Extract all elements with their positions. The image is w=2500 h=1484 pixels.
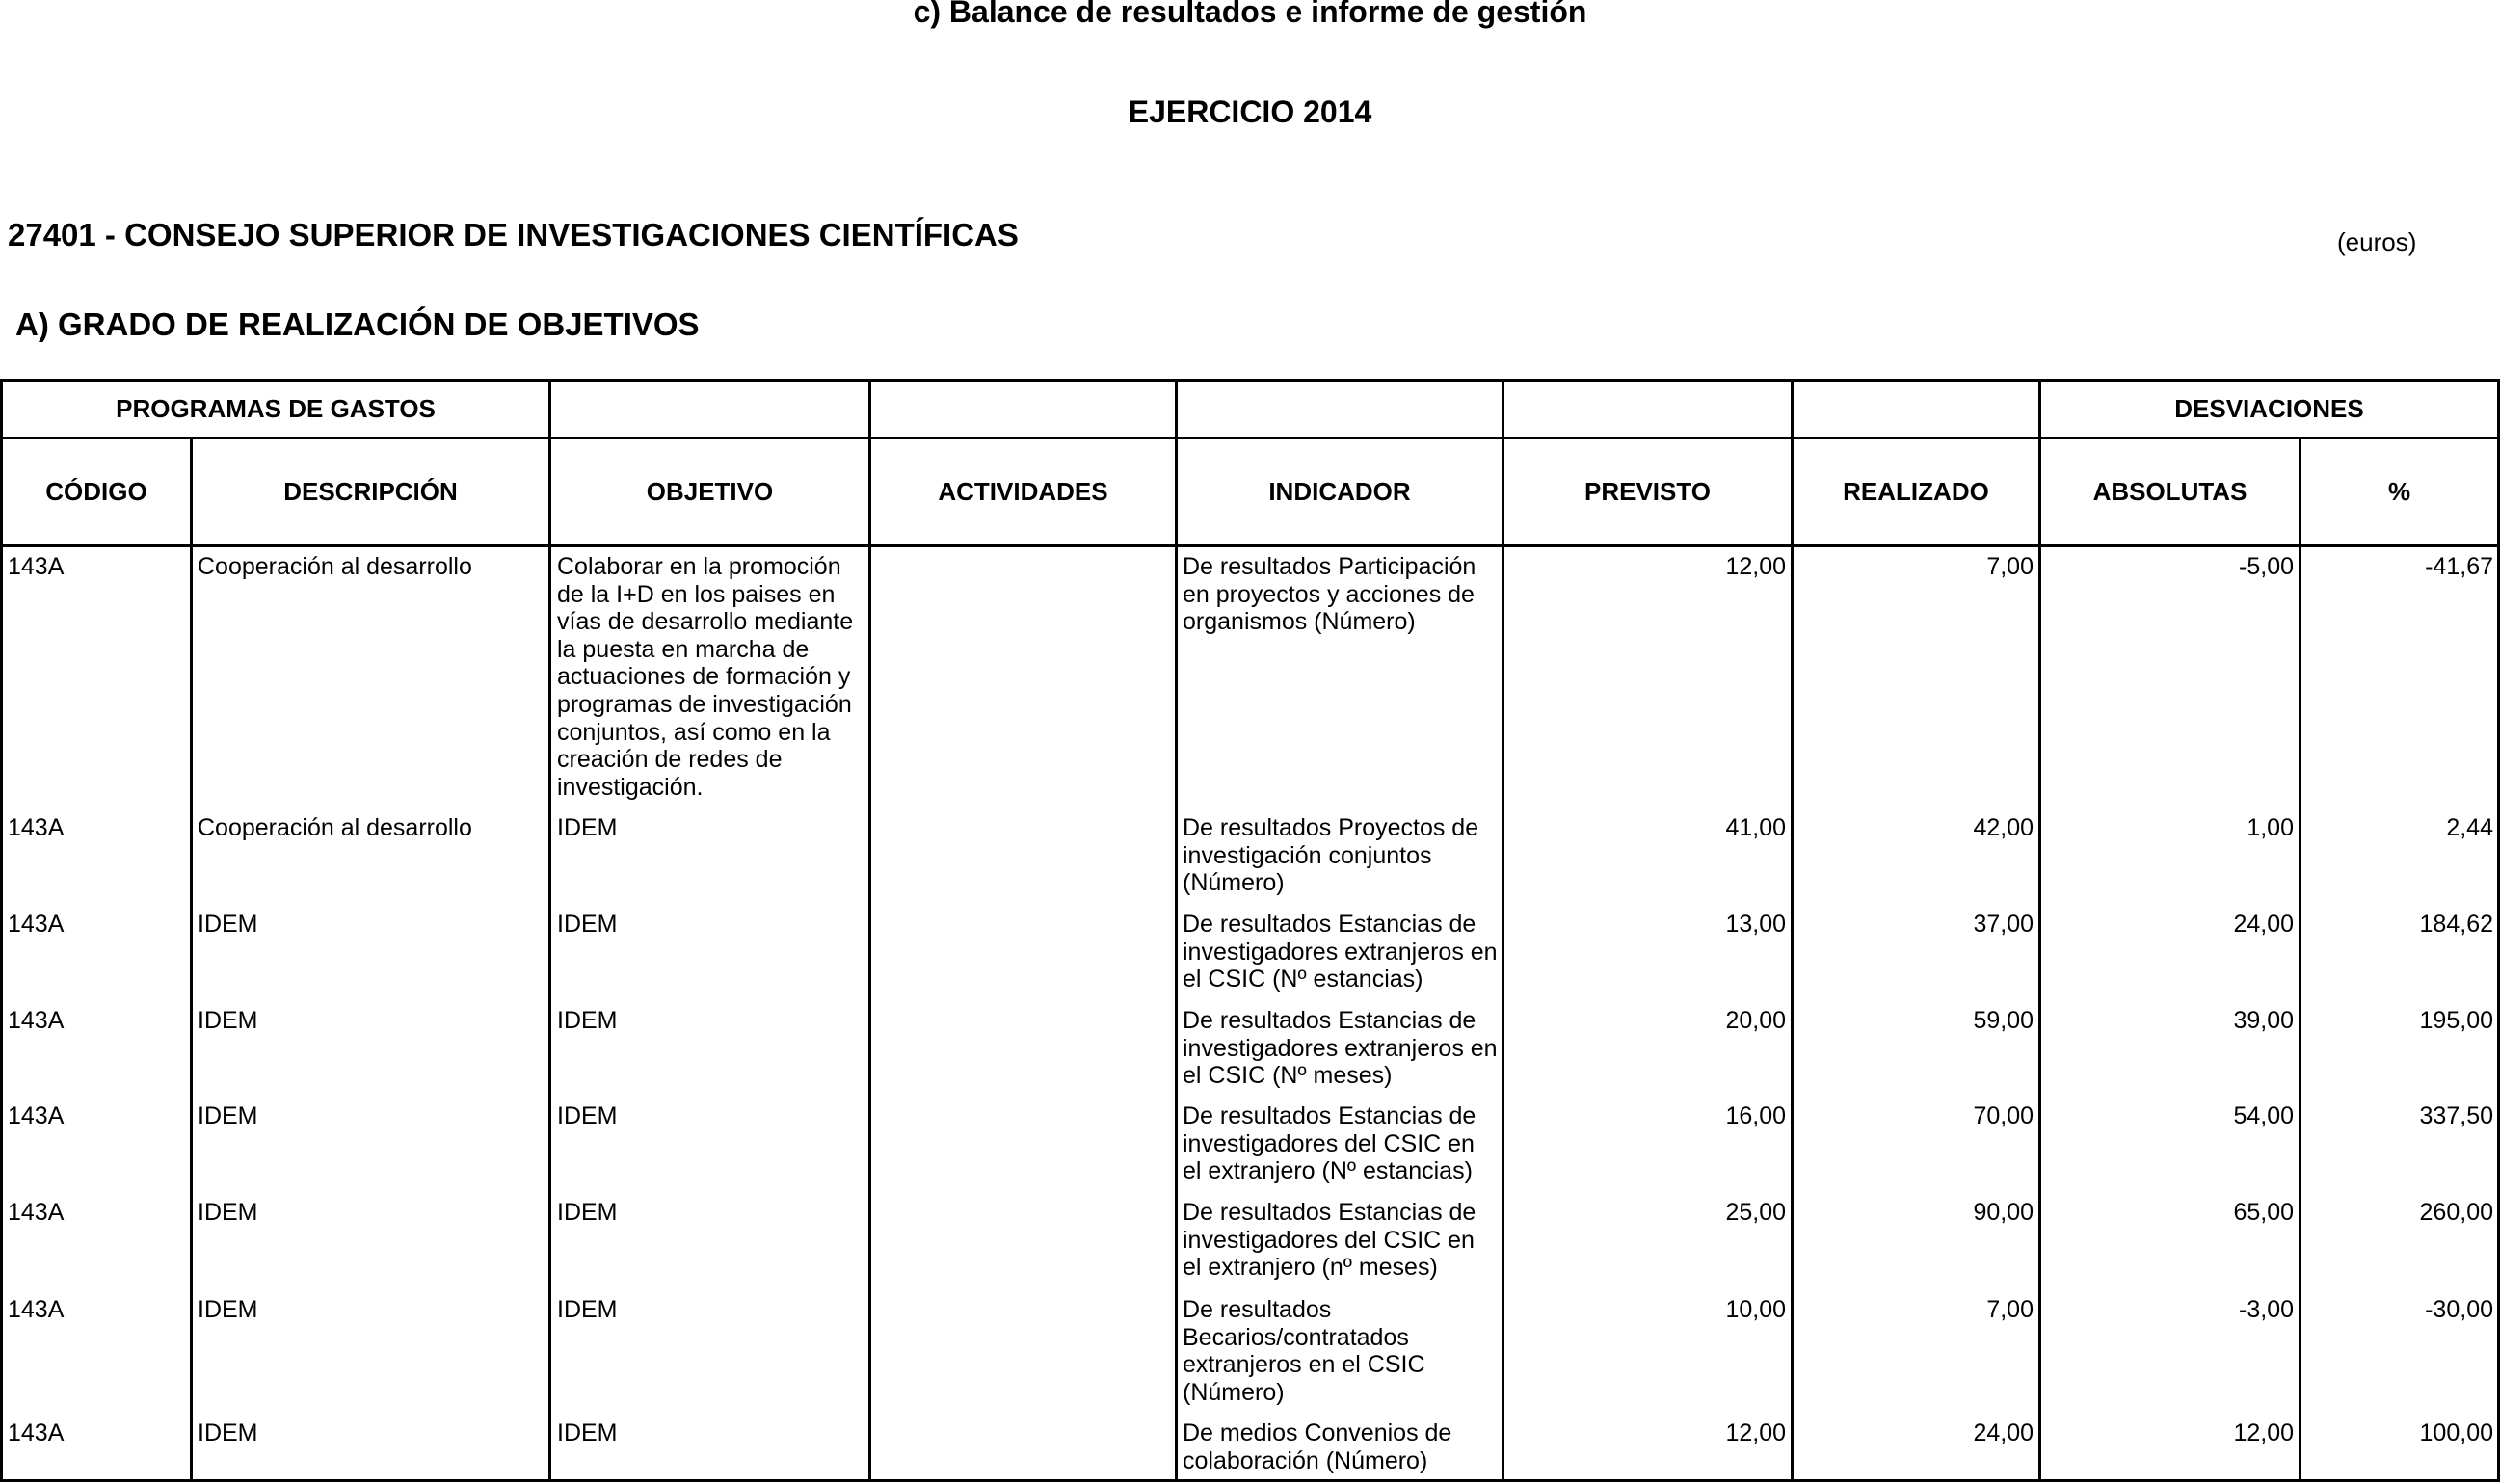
cell-actividades — [876, 814, 1171, 907]
cell-codigo: 143A — [8, 1296, 65, 1323]
cell-pct: 337,50 — [2419, 1102, 2493, 1129]
fiscal-year-heading: EJERCICIO 2014 — [1128, 94, 1372, 129]
cell-objetivo: IDEM — [557, 911, 618, 938]
cell-actividades — [876, 553, 1171, 810]
column-header-descripcion: DESCRIPCIÓN — [283, 477, 458, 506]
cell-indicador: De resultados Estancias de investigadores del CSIC en el extranjero (nº meses) — [1183, 1199, 1476, 1282]
column-header-absolutas: ABSOLUTAS — [2092, 477, 2247, 506]
cell-absolutas: 54,00 — [2233, 1102, 2294, 1129]
cell-descripcion: IDEM — [198, 1296, 258, 1323]
cell-previsto: 16,00 — [1725, 1102, 1786, 1129]
cell-objetivo: IDEM — [557, 1199, 618, 1226]
cell-actividades — [876, 1296, 1171, 1416]
cell-actividades — [876, 911, 1171, 1003]
cell-indicador: De resultados Estancias de investigadores extranjeros en el CSIC (Nº meses) — [1183, 1007, 1498, 1090]
cell-previsto: 20,00 — [1725, 1007, 1786, 1034]
cell-actividades — [876, 1199, 1171, 1292]
column-header-actividades: ACTIVIDADES — [938, 477, 1108, 506]
cell-objetivo: IDEM — [557, 814, 618, 841]
cell-descripcion: IDEM — [198, 1007, 258, 1034]
cell-indicador: De resultados Estancias de investigadores del CSIC en el extranjero (Nº estancias) — [1183, 1102, 1476, 1185]
cell-previsto: 13,00 — [1725, 911, 1786, 938]
cell-objetivo: IDEM — [557, 1419, 618, 1446]
column-header-codigo: CÓDIGO — [45, 477, 147, 506]
column-header-realizado: REALIZADO — [1843, 477, 1989, 506]
cell-descripcion: IDEM — [198, 1199, 258, 1226]
cell-objetivo: IDEM — [557, 1007, 618, 1034]
column-header-indicador: INDICADOR — [1268, 477, 1411, 506]
cell-absolutas: 12,00 — [2233, 1419, 2294, 1446]
group-header-desviaciones: DESVIACIONES — [2174, 394, 2364, 423]
cell-absolutas: 24,00 — [2233, 911, 2294, 938]
cell-realizado: 59,00 — [1973, 1007, 2034, 1034]
cell-descripcion: Cooperación al desarrollo — [198, 553, 472, 580]
column-rule — [2299, 437, 2301, 1482]
cell-previsto: 12,00 — [1725, 553, 1786, 580]
cell-objetivo: IDEM — [557, 1102, 618, 1129]
cell-absolutas: -5,00 — [2239, 553, 2294, 580]
cell-actividades — [876, 1007, 1171, 1099]
cell-realizado: 37,00 — [1973, 911, 2034, 938]
cell-indicador: De resultados Participación en proyectos y acciones de organismos (Número) — [1183, 553, 1476, 636]
cell-pct: 100,00 — [2419, 1419, 2493, 1446]
table-border-bottom — [0, 1479, 2500, 1482]
section-heading: A) GRADO DE REALIZACIÓN DE OBJETIVOS — [15, 306, 700, 342]
cell-previsto: 10,00 — [1725, 1296, 1786, 1323]
cell-actividades — [876, 1102, 1171, 1195]
cell-pct: -30,00 — [2425, 1296, 2493, 1323]
cell-indicador: De resultados Estancias de investigadores extranjeros en el CSIC (Nº estancias) — [1183, 911, 1498, 994]
cell-absolutas: 65,00 — [2233, 1199, 2294, 1226]
cell-realizado: 70,00 — [1973, 1102, 2034, 1129]
cell-descripcion: IDEM — [198, 911, 258, 938]
column-header-pct: % — [2387, 477, 2411, 506]
document-title: c) Balance de resultados e informe de gestión — [913, 0, 1587, 29]
cell-codigo: 143A — [8, 1199, 65, 1226]
cell-realizado: 7,00 — [1986, 1296, 2034, 1323]
cell-objetivo: IDEM — [557, 1296, 618, 1323]
cell-pct: -41,67 — [2425, 553, 2493, 580]
cell-indicador: De resultados Proyectos de investigación conjuntos (Número) — [1183, 814, 1479, 897]
entity-heading: 27401 - CONSEJO SUPERIOR DE INVESTIGACIONES CIENTÍFICAS — [8, 217, 1019, 252]
cell-codigo: 143A — [8, 814, 65, 841]
cell-codigo: 143A — [8, 1102, 65, 1129]
cell-pct: 260,00 — [2419, 1199, 2493, 1226]
cell-previsto: 41,00 — [1725, 814, 1786, 841]
cell-codigo: 143A — [8, 553, 65, 580]
column-header-previsto: PREVISTO — [1583, 477, 1711, 506]
cell-actividades — [876, 1419, 1171, 1475]
cell-objetivo: Colaborar en la promoción de la I+D en los paises en vías de desarrollo mediante la puesta en marcha de actuaciones de formación y programas de investigación conjuntos, así como en la creación de redes de investigación. — [557, 553, 854, 801]
cell-realizado: 7,00 — [1986, 553, 2034, 580]
cell-codigo: 143A — [8, 1007, 65, 1034]
cell-codigo: 143A — [8, 1419, 65, 1446]
cell-absolutas: 1,00 — [2247, 814, 2294, 841]
cell-pct: 195,00 — [2419, 1007, 2493, 1034]
cell-previsto: 25,00 — [1725, 1199, 1786, 1226]
cell-realizado: 24,00 — [1973, 1419, 2034, 1446]
column-rule — [190, 437, 193, 1482]
cell-pct: 2,44 — [2446, 814, 2493, 841]
cell-pct: 184,62 — [2419, 911, 2493, 938]
cell-codigo: 143A — [8, 911, 65, 938]
cell-indicador: De medios Convenios de colaboración (Número) — [1183, 1419, 1452, 1474]
cell-descripcion: IDEM — [198, 1419, 258, 1446]
header-bottom-rule — [0, 544, 2500, 547]
column-header-objetivo: OBJETIVO — [646, 477, 774, 506]
cell-absolutas: 39,00 — [2233, 1007, 2294, 1034]
cell-descripcion: IDEM — [198, 1102, 258, 1129]
cell-previsto: 12,00 — [1725, 1419, 1786, 1446]
cell-realizado: 42,00 — [1973, 814, 2034, 841]
cell-realizado: 90,00 — [1973, 1199, 2034, 1226]
cell-descripcion: Cooperación al desarrollo — [198, 814, 472, 841]
group-header-programas: PROGRAMAS DE GASTOS — [116, 394, 436, 423]
currency-units-label: (euros) — [2337, 227, 2417, 256]
cell-absolutas: -3,00 — [2239, 1296, 2294, 1323]
cell-indicador: De resultados Becarios/contratados extranjeros en el CSIC (Número) — [1183, 1296, 1425, 1406]
